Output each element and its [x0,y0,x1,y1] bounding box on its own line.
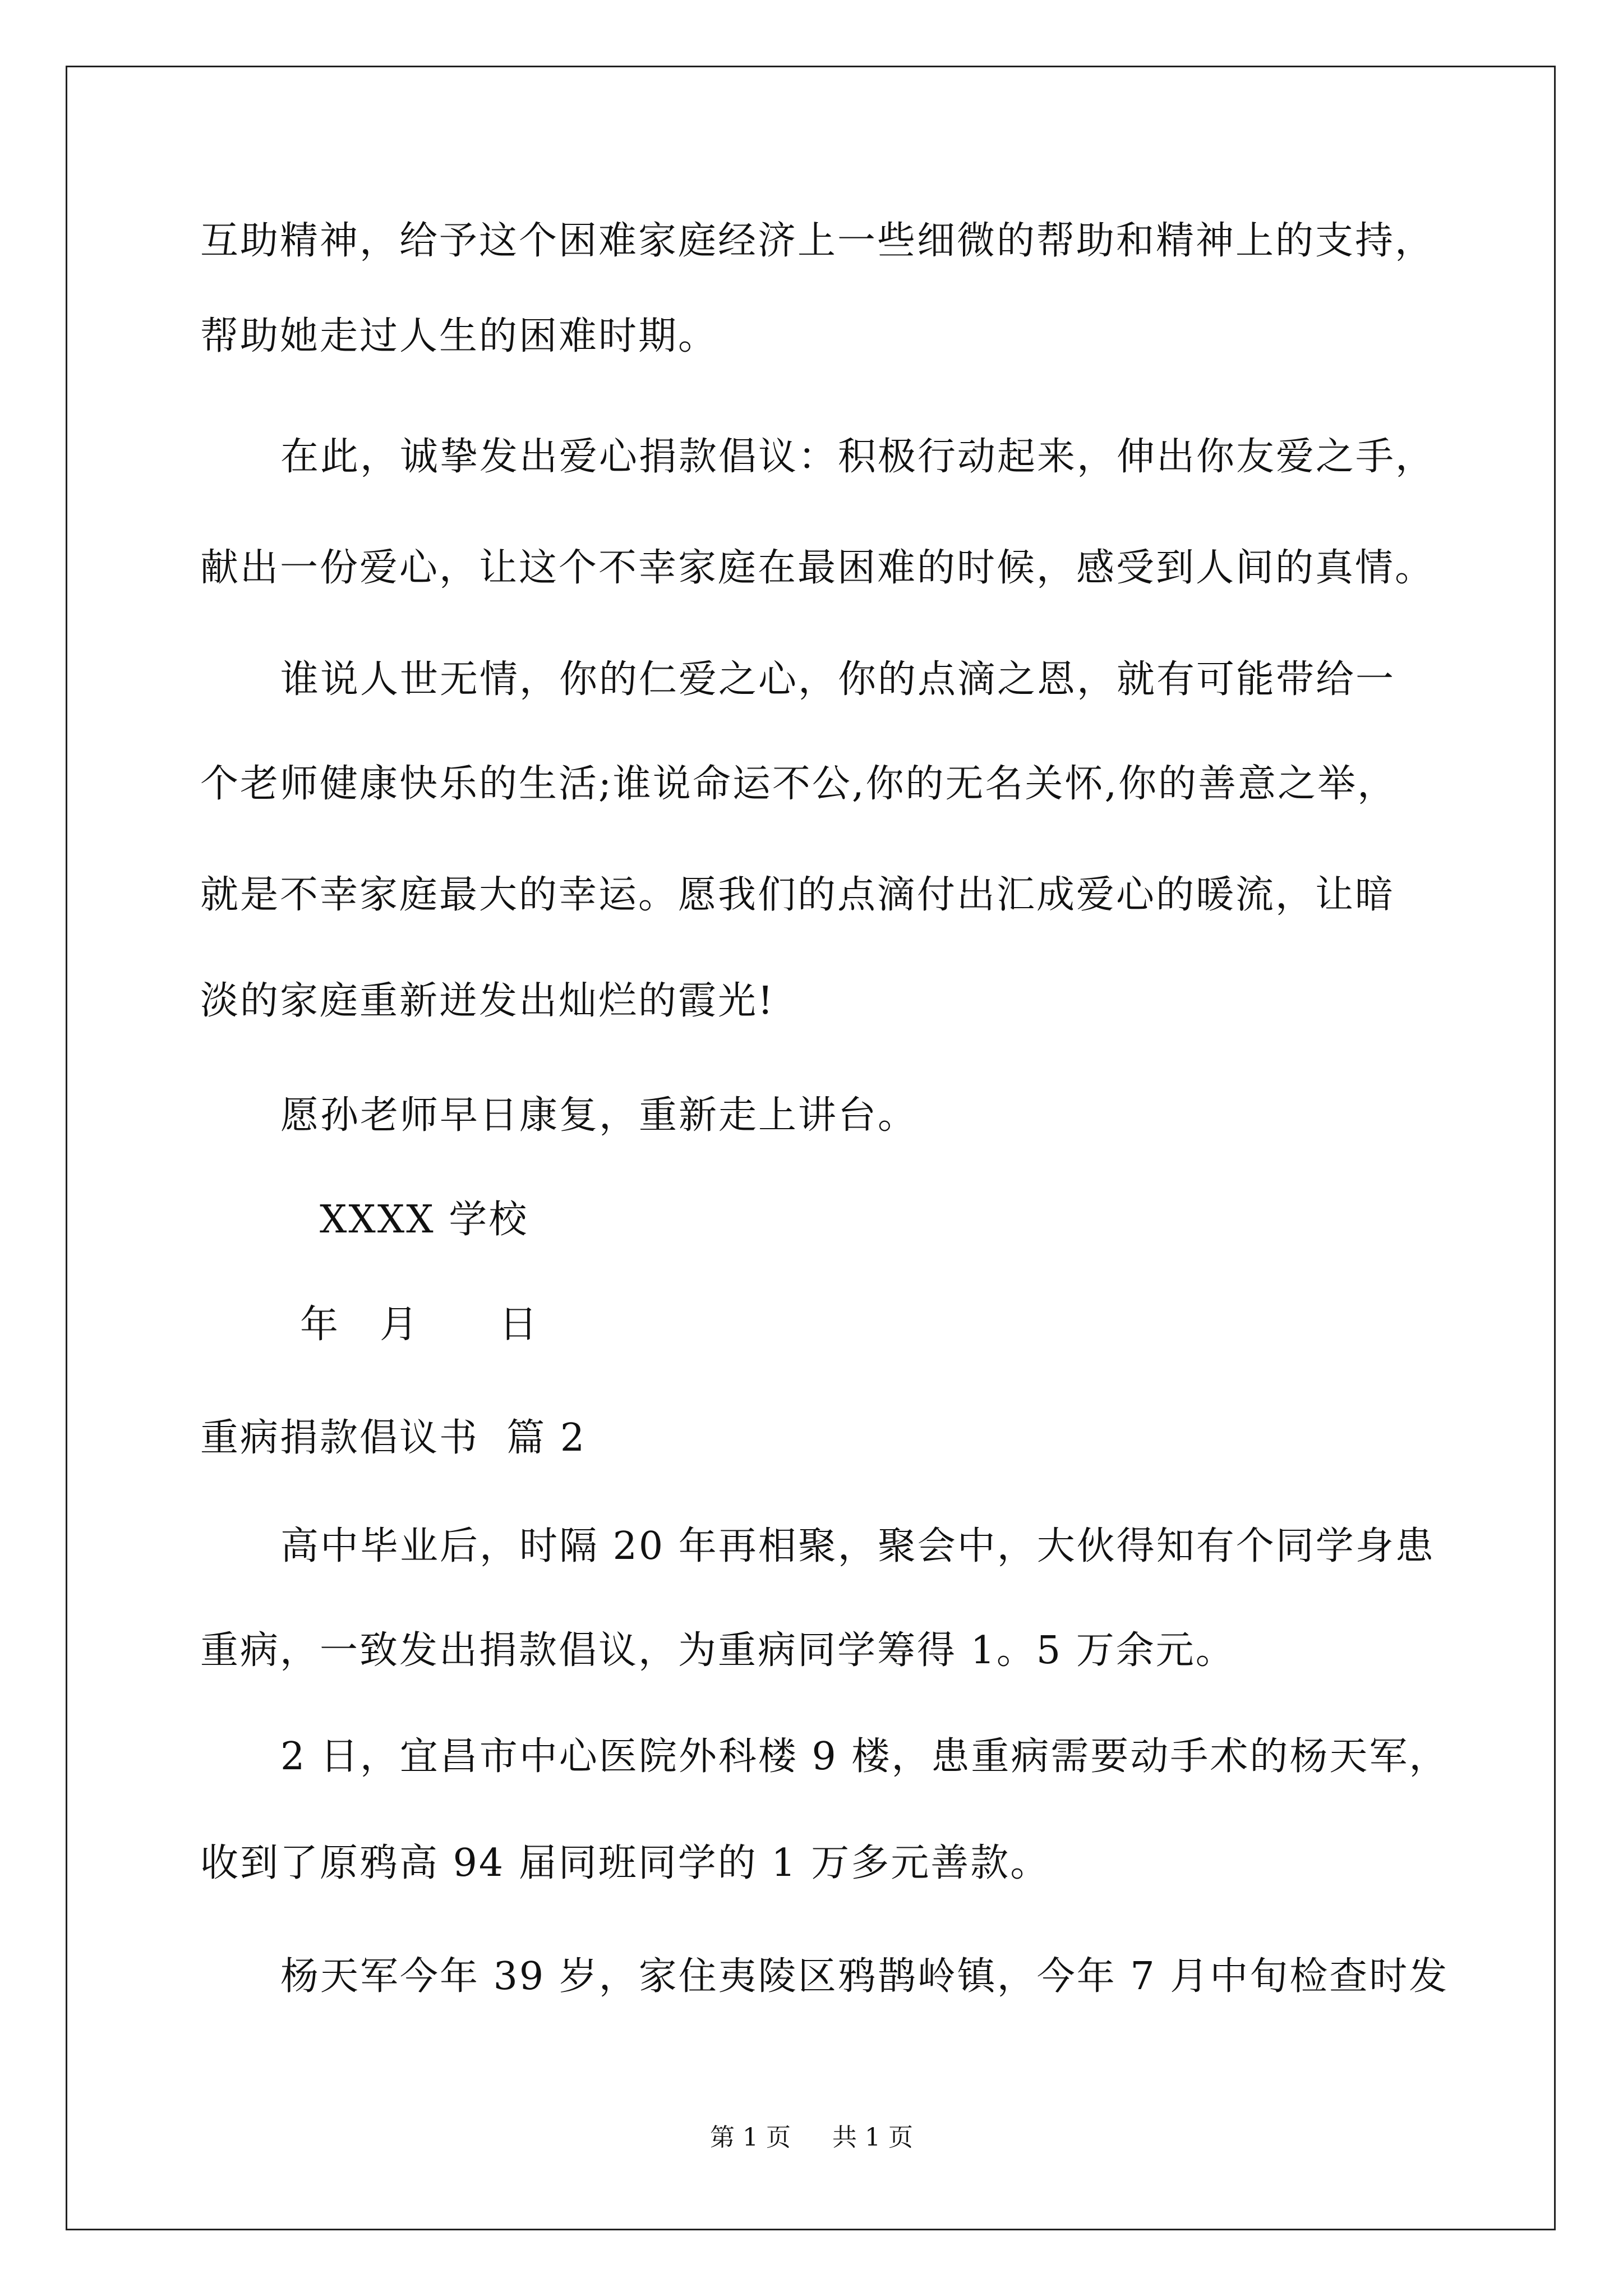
paragraph-line: 互助精神，给予这个困难家庭经济上一些细微的帮助和精神上的支持， [200,219,1435,263]
paragraph-line: 献出一份爱心，让这个不幸家庭在最困难的时候，感受到人间的真情。 [200,546,1435,590]
paragraph-line: 收到了原鸦高 94 届同班同学的 1 万多元善款。 [200,1841,1050,1885]
page-border [66,66,1556,2230]
paragraph-line: 高中毕业后，时隔 20 年再相聚，聚会中，大伙得知有个同学身患 [280,1524,1435,1568]
page-number-total: 共 1 页 [832,2123,913,2152]
paragraph-line: 谁说人世无情，你的仁爱之心，你的点滴之恩，就有可能带给一 [280,657,1396,702]
paragraph-line: 就是不幸家庭最大的幸运。愿我们的点滴付出汇成爱心的暖流，让暗 [200,873,1395,917]
paragraph-line: 2 日，宜昌市中心医院外科楼 9 楼，患重病需要动手术的杨天军， [280,1734,1449,1779]
paragraph-line: 个老师健康快乐的生活;谁说命运不公,你的无名关怀,你的善意之举， [200,762,1398,806]
paragraph-line: 愿孙老师早日康复，重新走上讲台。 [280,1093,918,1138]
paragraph-line: 在此，诚挚发出爱心捐款倡议：积极行动起来，伸出你友爱之手， [280,435,1436,479]
paragraph-line: 重病，一致发出捐款倡议，为重病同学筹得 1。5 万余元。 [200,1628,1235,1673]
signature-date: 年 月 日 [300,1303,540,1347]
paragraph-line: 淡的家庭重新迸发出灿烂的霞光! [200,979,775,1023]
page-footer [0,2122,1623,2154]
paragraph-line: 杨天军今年 39 岁，家住夷陵区鸦鹊岭镇，今年 7 月中旬检查时发 [280,1954,1449,1999]
page-number-current: 第 1 页 [710,2123,791,2152]
signature-school: XXXX 学校 [320,1198,529,1242]
paragraph-line: 帮助她走过人生的困难时期。 [200,314,718,358]
section-heading: 重病捐款倡议书 篇 2 [200,1416,587,1460]
